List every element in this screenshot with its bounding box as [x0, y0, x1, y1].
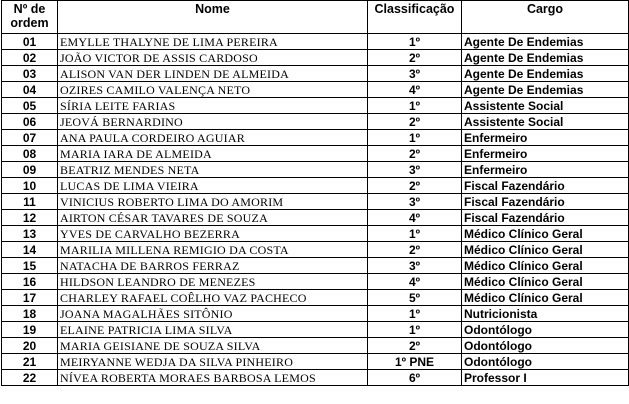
- row-nome: NATACHA DE BARROS FERRAZ: [58, 258, 368, 274]
- row-nome: SÍRIA LEITE FARIAS: [58, 98, 368, 114]
- row-cargo: Odontólogo: [462, 338, 629, 354]
- row-nome: ELAINE PATRICIA LIMA SILVA: [58, 322, 368, 338]
- row-ordem: 11: [2, 194, 58, 210]
- row-nome: LUCAS DE LIMA VIEIRA: [58, 178, 368, 194]
- table-row: [2, 210, 629, 226]
- row-nome: EMYLLE THALYNE DE LIMA PEREIRA: [58, 34, 368, 50]
- row-ordem: 05: [2, 98, 58, 114]
- row-ordem: 07: [2, 130, 58, 146]
- row-classificacao: 1º: [368, 322, 462, 338]
- row-classificacao: 5º: [368, 290, 462, 306]
- table-row: [2, 114, 629, 130]
- table-body: [2, 34, 629, 386]
- row-cargo: Médico Clínico Geral: [462, 242, 629, 258]
- row-nome: BEATRIZ MENDES NETA: [58, 162, 368, 178]
- row-classificacao: 3º: [368, 194, 462, 210]
- row-ordem: 20: [2, 338, 58, 354]
- header-classificacao: Classificação: [368, 1, 462, 34]
- row-ordem: 12: [2, 210, 58, 226]
- row-cargo: Médico Clínico Geral: [462, 274, 629, 290]
- row-cargo: Fiscal Fazendário: [462, 178, 629, 194]
- row-classificacao: 3º: [368, 66, 462, 82]
- row-cargo: Fiscal Fazendário: [462, 194, 629, 210]
- row-cargo: Fiscal Fazendário: [462, 210, 629, 226]
- row-nome: YVES DE CARVALHO BEZERRA: [58, 226, 368, 242]
- row-cargo: Agente De Endemias: [462, 50, 629, 66]
- row-ordem: 02: [2, 50, 58, 66]
- row-ordem: 21: [2, 354, 58, 370]
- row-classificacao: 4º: [368, 274, 462, 290]
- row-cargo: Médico Clínico Geral: [462, 226, 629, 242]
- table-row: [2, 82, 629, 98]
- table-row: [2, 242, 629, 258]
- header-ordem: [2, 1, 58, 34]
- row-ordem: 18: [2, 306, 58, 322]
- row-classificacao: 6º: [368, 370, 462, 386]
- row-ordem: 15: [2, 258, 58, 274]
- row-classificacao: 2º: [368, 146, 462, 162]
- table-row: [2, 194, 629, 210]
- row-classificacao: 1º: [368, 226, 462, 242]
- candidates-table: [1, 0, 629, 386]
- header-ordem-line2: ordem: [10, 16, 49, 30]
- table-row: [2, 50, 629, 66]
- row-classificacao: 1º PNE: [368, 354, 462, 370]
- table-row: [2, 162, 629, 178]
- row-classificacao: 2º: [368, 242, 462, 258]
- row-classificacao: 1º: [368, 98, 462, 114]
- row-ordem: 04: [2, 82, 58, 98]
- table-row: [2, 34, 629, 50]
- row-classificacao: 4º: [368, 210, 462, 226]
- row-classificacao: 3º: [368, 162, 462, 178]
- row-classificacao: 1º: [368, 34, 462, 50]
- row-cargo: Odontólogo: [462, 322, 629, 338]
- row-classificacao: 2º: [368, 114, 462, 130]
- row-ordem: 16: [2, 274, 58, 290]
- table-row: [2, 290, 629, 306]
- row-cargo: Enfermeiro: [462, 162, 629, 178]
- table-row: [2, 258, 629, 274]
- row-cargo: Médico Clínico Geral: [462, 290, 629, 306]
- table-row: [2, 322, 629, 338]
- row-cargo: Enfermeiro: [462, 130, 629, 146]
- table-row: [2, 306, 629, 322]
- row-classificacao: 1º: [368, 306, 462, 322]
- row-ordem: 03: [2, 66, 58, 82]
- row-nome: MARIA GEISIANE DE SOUZA SILVA: [58, 338, 368, 354]
- table-row: [2, 354, 629, 370]
- table-row: [2, 66, 629, 82]
- row-cargo: Nutricionista: [462, 306, 629, 322]
- row-nome: MARILIA MILLENA REMIGIO DA COSTA: [58, 242, 368, 258]
- row-cargo: Assistente Social: [462, 114, 629, 130]
- row-nome: ALISON VAN DER LINDEN DE ALMEIDA: [58, 66, 368, 82]
- table-row: [2, 370, 629, 386]
- table-row: [2, 178, 629, 194]
- row-nome: HILDSON LEANDRO DE MENEZES: [58, 274, 368, 290]
- row-nome: JOANA MAGALHÃES SITÔNIO: [58, 306, 368, 322]
- row-cargo: Assistente Social: [462, 98, 629, 114]
- row-nome: MARIA IARA DE ALMEIDA: [58, 146, 368, 162]
- row-nome: CHARLEY RAFAEL COÊLHO VAZ PACHECO: [58, 290, 368, 306]
- row-ordem: 13: [2, 226, 58, 242]
- row-cargo: Enfermeiro: [462, 146, 629, 162]
- row-ordem: 19: [2, 322, 58, 338]
- row-ordem: 14: [2, 242, 58, 258]
- row-cargo: Médico Clínico Geral: [462, 258, 629, 274]
- row-cargo: Odontólogo: [462, 354, 629, 370]
- header-row: [2, 1, 629, 34]
- row-ordem: 01: [2, 34, 58, 50]
- row-nome: AIRTON CÉSAR TAVARES DE SOUZA: [58, 210, 368, 226]
- row-ordem: 08: [2, 146, 58, 162]
- row-cargo: Agente De Endemias: [462, 34, 629, 50]
- row-classificacao: 2º: [368, 338, 462, 354]
- row-classificacao: 3º: [368, 258, 462, 274]
- row-nome: VINICIUS ROBERTO LIMA DO AMORIM: [58, 194, 368, 210]
- table-row: [2, 274, 629, 290]
- row-nome: JEOVÁ BERNARDINO: [58, 114, 368, 130]
- header-nome: Nome: [58, 1, 368, 34]
- table-row: [2, 226, 629, 242]
- row-ordem: 09: [2, 162, 58, 178]
- table-row: [2, 146, 629, 162]
- row-ordem: 06: [2, 114, 58, 130]
- row-classificacao: 1º: [368, 130, 462, 146]
- row-ordem: 22: [2, 370, 58, 386]
- header-ordem-line1: Nº de: [13, 2, 46, 16]
- row-classificacao: 4º: [368, 82, 462, 98]
- row-ordem: 17: [2, 290, 58, 306]
- row-classificacao: 2º: [368, 178, 462, 194]
- row-nome: MEIRYANNE WEDJA DA SILVA PINHEIRO: [58, 354, 368, 370]
- row-cargo: Agente De Endemias: [462, 82, 629, 98]
- row-nome: ANA PAULA CORDEIRO AGUIAR: [58, 130, 368, 146]
- row-nome: JOÃO VICTOR DE ASSIS CARDOSO: [58, 50, 368, 66]
- table-row: [2, 338, 629, 354]
- row-ordem: 10: [2, 178, 58, 194]
- row-cargo: Agente De Endemias: [462, 66, 629, 82]
- row-classificacao: 2º: [368, 50, 462, 66]
- table-row: [2, 130, 629, 146]
- row-nome: NÍVEA ROBERTA MORAES BARBOSA LEMOS: [58, 370, 368, 386]
- row-nome: OZIRES CAMILO VALENÇA NETO: [58, 82, 368, 98]
- header-cargo: Cargo: [462, 1, 629, 34]
- table-row: [2, 98, 629, 114]
- row-cargo: Professor I: [462, 370, 629, 386]
